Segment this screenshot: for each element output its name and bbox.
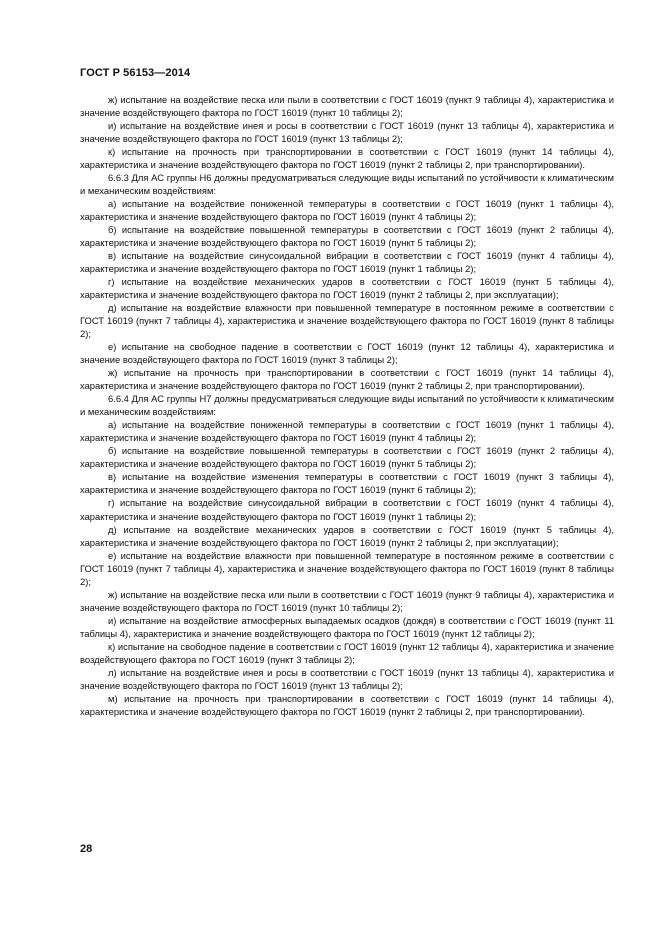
paragraph: и) испытание на воздействие инея и росы в соответствии с ГОСТ 16019 (пункт 13 таблицы 4), характеристика и значение воздействующего фактора по ГОСТ 16019 (пункт 13 таблицы 2); xyxy=(80,120,614,145)
paragraph: е) испытание на воздействие влажности при повышенной температуре в постоянном режиме в соответствии с ГОСТ 16019 (пункт 7 таблицы 4), характеристика и значение воздействующего фактора по ГОСТ 16019 (пункт 8 таблицы 2); xyxy=(80,549,614,587)
paragraph: а) испытание на воздействие пониженной температуры в соответствии с ГОСТ 16019 (пункт 1 таблицы 4), характеристика и значение воздействующего фактора по ГОСТ 16019 (пункт 4 таблицы 2); xyxy=(80,198,614,223)
paragraph: ж) испытание на воздействие песка или пыли в соответствии с ГОСТ 16019 (пункт 9 таблицы 4), характеристика и значение воздействующего фактора по ГОСТ 16019 (пункт 10 таблицы 2); xyxy=(80,588,614,613)
paragraph: и) испытание на воздействие атмосферных выпадаемых осадков (дождя) в соответствии с ГОСТ 16019 (пункт 11 таблицы 4), характеристика и значение воздействующего фактора по ГОСТ 16019 (пункт 12 таблицы 2); xyxy=(80,614,614,639)
paragraph: б) испытание на воздействие повышенной температуры в соответствии с ГОСТ 16019 (пункт 2 таблицы 4), характеристика и значение воздействующего фактора по ГОСТ 16019 (пункт 5 таблицы 2); xyxy=(80,224,614,249)
paragraph: к) испытание на свободное падение в соответствии с ГОСТ 16019 (пункт 12 таблицы 4), характеристика и значение воздействующего фактора по ГОСТ 16019 (пункт 3 таблицы 2); xyxy=(80,640,614,665)
paragraph: г) испытание на воздействие синусоидальной вибрации в соответствии с ГОСТ 16019 (пункт 4 таблицы 4), характеристика и значение воздействующего фактора по ГОСТ 16019 (пункт 1 таблицы 2); xyxy=(80,497,614,522)
document-header: ГОСТ Р 56153—2014 xyxy=(80,67,191,79)
paragraph: д) испытание на воздействие механических ударов в соответствии с ГОСТ 16019 (пункт 5 таблицы 4), характеристика и значение воздействующего фактора по ГОСТ 16019 (пункт 2 таблицы 2, при эксплуатации); xyxy=(80,523,614,548)
paragraph: в) испытание на воздействие изменения температуры в соответствии с ГОСТ 16019 (пункт 3 таблицы 4), характеристика и значение воздействующего фактора по ГОСТ 16019 (пункт 6 таблицы 2); xyxy=(80,471,614,496)
paragraph: л) испытание на воздействие инея и росы в соответствии с ГОСТ 16019 (пункт 13 таблицы 4), характеристика и значение воздействующего фактора по ГОСТ 16019 (пункт 13 таблицы 2); xyxy=(80,666,614,691)
paragraph: ж) испытание на воздействие песка или пыли в соответствии с ГОСТ 16019 (пункт 9 таблицы 4), характеристика и значение воздействующего фактора по ГОСТ 16019 (пункт 10 таблицы 2); xyxy=(80,94,614,119)
paragraph: ж) испытание на прочность при транспортировании в соответствии с ГОСТ 16019 (пункт 14 таблицы 4), характеристика и значение воздействующего фактора по ГОСТ 16019 (пункт 2 таблицы 2, при транспортировании). xyxy=(80,367,614,392)
paragraph: к) испытание на прочность при транспортировании в соответствии с ГОСТ 16019 (пункт 14 таблицы 4), характеристика и значение воздействующего фактора по ГОСТ 16019 (пункт 2 таблицы 2, при транспортировании). xyxy=(80,146,614,171)
paragraph: д) испытание на воздействие влажности при повышенной температуре в постоянном режиме в соответствии с ГОСТ 16019 (пункт 7 таблицы 4), характеристика и значение воздействующего фактора по ГОСТ 16019 (пункт 8 таблицы 2); xyxy=(80,302,614,340)
document-body xyxy=(80,93,614,718)
section-heading: 6.6.3 Для АС группы Н6 должны предусматриваться следующие виды испытаний по устойчивости к климатическим и механическим воздействиям: xyxy=(80,172,614,197)
paragraph: м) испытание на прочность при транспортировании в соответствии с ГОСТ 16019 (пункт 14 таблицы 4), характеристика и значение воздействующего фактора по ГОСТ 16019 (пункт 2 таблицы 2, при транспортировании). xyxy=(80,692,614,717)
paragraph: б) испытание на воздействие повышенной температуры в соответствии с ГОСТ 16019 (пункт 2 таблицы 4), характеристика и значение воздействующего фактора по ГОСТ 16019 (пункт 5 таблицы 2); xyxy=(80,445,614,470)
paragraph: е) испытание на свободное падение в соответствии с ГОСТ 16019 (пункт 12 таблицы 4), характеристика и значение воздействующего фактора по ГОСТ 16019 (пункт 3 таблицы 2); xyxy=(80,341,614,366)
section-heading: 6.6.4 Для АС группы Н7 должны предусматриваться следующие виды испытаний по устойчивости к климатическим и механическим воздействиям: xyxy=(80,393,614,418)
paragraph: а) испытание на воздействие пониженной температуры в соответствии с ГОСТ 16019 (пункт 1 таблицы 4), характеристика и значение воздействующего фактора по ГОСТ 16019 (пункт 4 таблицы 2); xyxy=(80,419,614,444)
paragraph: в) испытание на воздействие синусоидальной вибрации в соответствии с ГОСТ 16019 (пункт 4 таблицы 4), характеристика и значение воздействующего фактора по ГОСТ 16019 (пункт 1 таблицы 2); xyxy=(80,250,614,275)
page-number: 28 xyxy=(80,843,93,855)
paragraph: г) испытание на воздействие механических ударов в соответствии с ГОСТ 16019 (пункт 5 таблицы 4), характеристика и значение воздействующего фактора по ГОСТ 16019 (пункт 2 таблицы 2, при эксплуатации); xyxy=(80,276,614,301)
